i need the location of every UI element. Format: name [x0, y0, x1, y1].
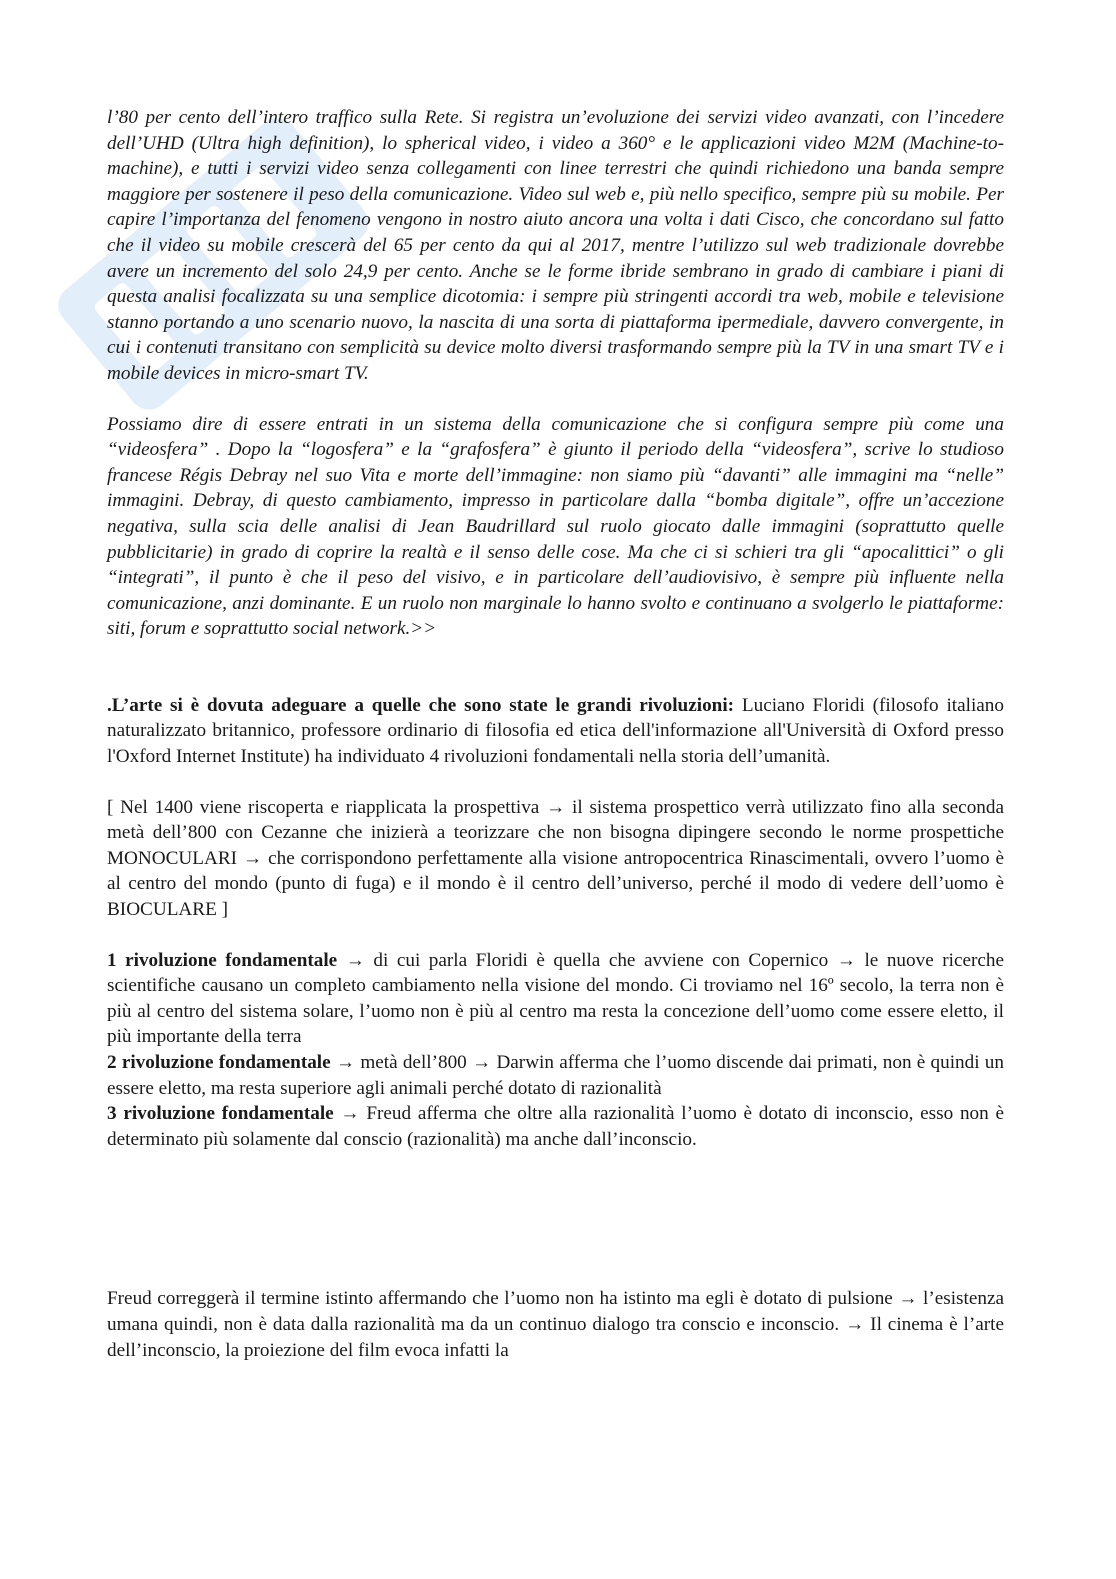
revolution-2 [107, 1050, 1004, 1101]
arte-paragraph [107, 693, 1004, 770]
revolution-1 [107, 948, 1004, 1050]
revolution-3-text: → Freud afferma che oltre alla razionalità l’uomo è dotato di inconscio, esso non è determinato più solamente dal conscio (razionalità) ma anche dall’inconscio. [107, 1103, 1004, 1150]
arte-text: Luciano Floridi (filosofo italiano naturalizzato britannico, professore ordinario di filosofia ed etica dell'informazione all'Università di Oxford presso l'Oxford Internet Institute) ha individuato 4 rivoluzioni fondamentali nella storia dell’umanità. [107, 694, 1004, 768]
document-page [107, 105, 1004, 1363]
revolution-3 [107, 1101, 1004, 1152]
italic-paragraph-2: Possiamo dire di essere entrati in un sistema della comunicazione che si configura sempre più come una “videosfera” . Dopo la “logosfera” e la “grafosfera” è giunto il periodo della “videosfera”, scrive lo studioso francese Régis Debray nel suo Vita e morte dell’immagine: non siamo più “davanti” alle immagini ma “nelle” immagini. Debray, di questo cambiamento, impresso in particolare dalla “bomba digitale”, offre un’accezione negativa, sulla scia delle analisi di Jean Baudrillard sul ruolo giocato dalle immagini (soprattutto quelle pubblicitarie) in grado di coprire la realtà e il senso delle cose. Ma che ci si schieri tra gli “apocalittici” o gli “integrati”, il punto è che il peso del visivo, e in particolare dell’audiovisivo, è sempre più influente nella comunicazione, anzi dominante. E un ruolo non marginale lo hanno svolto e continuano a svolgerlo le piattaforme: siti, forum e soprattutto social network.>> [107, 413, 1004, 640]
bracket-paragraph: [ Nel 1400 viene riscoperta e riapplicata la prospettiva → il sistema prospettico verrà utilizzato fino alla seconda metà dell’800 con Cezanne che inizierà a teorizzare che non bisogna dipingere secondo le norme prospettiche MONOCULARI → che corrispondono perfettamente alla visione antropocentrica Rinascimentali, ovvero l’uomo è al centro del mondo (punto di fuga) e il mondo è il centro dell’universo, perché il modo di vedere dell’uomo è BIOCULARE ] [107, 796, 1004, 921]
revolution-2-label: 2 rivoluzione fondamentale [107, 1052, 331, 1073]
revolution-1-label: 1 rivoluzione fondamentale [107, 949, 338, 971]
freud-paragraph: Freud correggerà il termine istinto affermando che l’uomo non ha istinto ma egli è dotato di pulsione → l’esistenza umana quindi, non è data dalla razionalità ma da un continuo dialogo tra conscio e inconscio. → Il cinema è l’arte dell’inconscio, la proiezione del film evoca infatti la [107, 1288, 1004, 1361]
revolution-1-text: → di cui parla Floridi è quella che avviene con Copernico → le nuove ricerche scientifiche causano un completo cambiamento nella visione del mondo. Ci troviamo nel 16º secolo, la terra non è più al centro del sistema solare, l’uomo non è più al centro ma resta la concezione dell’uomo come essere eletto, il più importante della terra [107, 949, 1004, 1048]
revolution-2-text: → metà dell’800 → Darwin afferma che l’uomo discende dai primati, non è quindi un essere eletto, ma resta superiore agli animali perché dotato di razionalità [107, 1052, 1004, 1099]
arte-heading: .L’arte si è dovuta adeguare a quelle che sono state le grandi rivoluzioni: [107, 694, 735, 716]
revolution-3-label: 3 rivoluzione fondamentale [107, 1103, 334, 1125]
italic-paragraph-1: l’80 per cento dell’intero traffico sulla Rete. Si registra un’evoluzione dei servizi video avanzati, con l’incedere dell’UHD (Ultra high definition), lo spherical video, i video a 360° e le applicazioni video M2M (Machine-to-machine), e tutti i servizi video senza collegamenti con linee terrestri che quindi richiedono una banda sempre maggiore per sostenere il peso della comunicazione. Video sul web e, più nello specifico, sempre più su mobile. Per capire l’importanza del fenomeno vengono in nostro aiuto ancora una volta i dati Cisco, che concordano sul fatto che il video su mobile crescerà del 65 per cento da qui al 2017, mentre l’utilizzo sul web tradizionale dovrebbe avere un incremento del solo 24,9 per cento. Anche se le forme ibride sembrano in grado di cambiare i piani di questa analisi focalizzata su una semplice dicotomia: i sempre più stringenti accordi tra web, mobile e televisione stanno portando a uno scenario nuovo, la nascita di una sorta di piattaforma ipermediale, davvero convergente, in cui i contenuti transitano con semplicità su device molto diversi trasformando sempre più la TV in una smart TV e i mobile devices in micro-smart TV. [107, 107, 1004, 384]
